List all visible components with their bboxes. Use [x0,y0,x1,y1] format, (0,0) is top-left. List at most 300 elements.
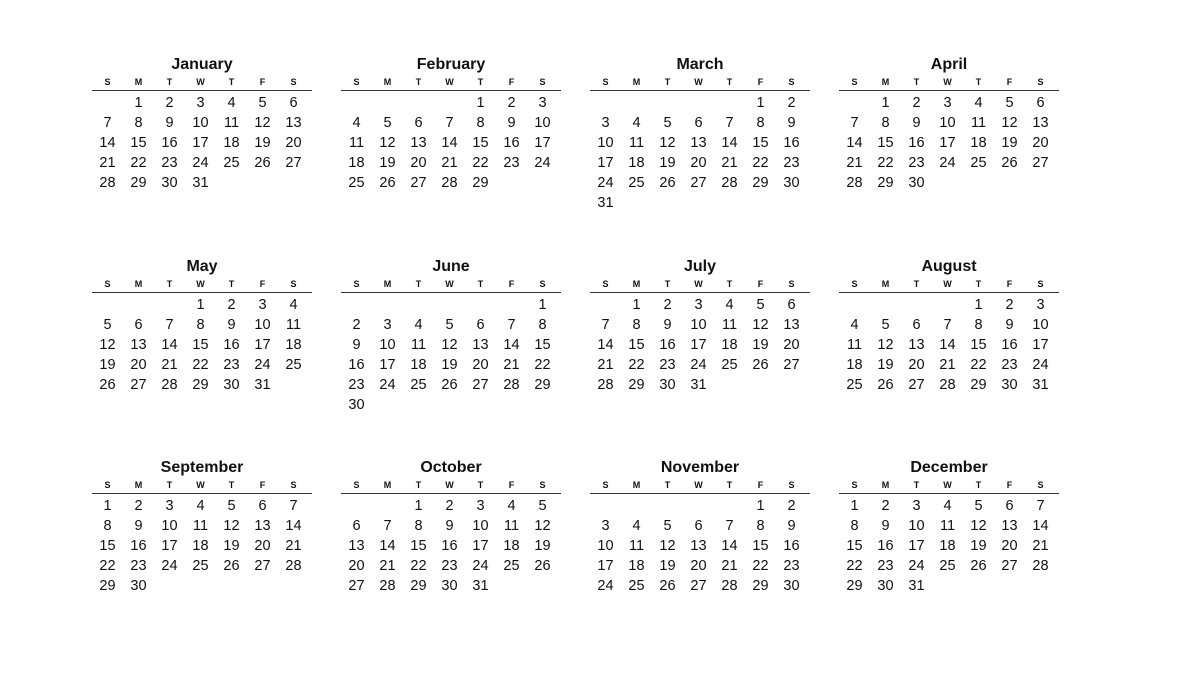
day-cell: 2 [352,317,361,333]
day-cell: 5 [383,115,392,131]
day-cell: 6 [352,518,361,534]
day-cell: 30 [908,175,925,191]
day-cell: 25 [285,357,302,373]
day-cell: 8 [632,317,641,333]
day-cell: 17 [161,538,178,554]
day-cell: 11 [503,518,520,534]
day-cell: 25 [348,175,365,191]
day-cell: 1 [476,95,485,111]
day-cell: 27 [1032,155,1049,171]
weekday-label: W [694,480,703,490]
day-cell: 15 [752,538,769,554]
day-cell: 26 [970,558,987,574]
day-cell: 29 [472,175,489,191]
weekday-label: W [196,279,205,289]
weekday-label: S [104,480,111,490]
day-cell: 28 [721,175,738,191]
day-cell: 3 [1036,297,1045,313]
day-cell: 5 [756,297,765,313]
weekday-label: T [477,279,484,289]
day-cell: 9 [663,317,672,333]
day-cell: 26 [99,377,116,393]
weekday-label: F [508,279,515,289]
day-cell: 17 [597,558,614,574]
day-cell: 16 [659,337,676,353]
day-cell: 16 [130,538,147,554]
day-cell: 8 [538,317,547,333]
day-cell: 4 [632,518,641,534]
month-title: April [930,56,968,73]
weekday-label: W [445,279,454,289]
day-cell: 3 [538,95,547,111]
day-cell: 18 [348,155,365,171]
day-cell: 17 [472,538,489,554]
day-cell: 30 [659,377,676,393]
day-cell: 26 [254,155,271,171]
day-cell: 18 [223,135,240,151]
weekday-label: S [851,279,858,289]
day-cell: 6 [258,498,267,514]
day-cell: 10 [1032,317,1049,333]
day-cell: 23 [441,558,458,574]
day-cell: 9 [787,518,796,534]
day-cell: 16 [877,538,894,554]
weekday-label: T [975,279,982,289]
day-cell: 23 [348,377,365,393]
day-cell: 30 [1001,377,1018,393]
day-cell: 28 [846,175,863,191]
weekday-header [341,278,561,293]
weekday-label: F [757,77,764,87]
day-cell: 22 [472,155,489,171]
day-cell: 18 [410,357,427,373]
weekday-header [839,278,1059,293]
day-cell: 29 [410,578,427,594]
weekday-label: T [913,480,920,490]
day-cell: 2 [165,95,174,111]
day-cell: 22 [752,155,769,171]
day-cell: 20 [690,558,707,574]
day-cell: 29 [192,377,209,393]
day-cell: 8 [756,115,765,131]
weekday-header [92,278,312,293]
day-cell: 22 [130,155,147,171]
day-cell: 21 [597,357,614,373]
day-cell: 3 [196,95,205,111]
weekday-label: T [477,480,484,490]
day-cell: 11 [939,518,956,534]
day-cell: 23 [908,155,925,171]
day-cell: 6 [1005,498,1014,514]
weekday-label: T [726,279,733,289]
day-cell: 26 [534,558,551,574]
day-cell: 30 [130,578,147,594]
day-cell: 10 [534,115,551,131]
weekday-label: S [788,480,795,490]
day-cell: 11 [628,538,645,554]
weekday-label: S [1037,77,1044,87]
month-title: February [416,56,486,73]
day-cell: 7 [850,115,859,131]
month-title: November [660,459,740,476]
day-cell: 20 [908,357,925,373]
weekday-label: T [664,279,671,289]
day-cell: 19 [659,558,676,574]
weekday-label: S [602,77,609,87]
day-cell: 28 [285,558,302,574]
day-cell: 15 [752,135,769,151]
day-cell: 14 [441,135,458,151]
weekday-label: T [415,279,422,289]
day-cell: 16 [223,337,240,353]
day-cell: 25 [503,558,520,574]
day-cell: 1 [414,498,423,514]
weekday-label: W [694,77,703,87]
weekday-label: S [104,279,111,289]
day-cell: 30 [348,397,365,413]
day-cell: 18 [846,357,863,373]
day-cell: 8 [476,115,485,131]
day-cell: 28 [597,377,614,393]
day-cell: 10 [597,538,614,554]
weekday-label: T [913,279,920,289]
day-cell: 6 [414,115,423,131]
day-cell: 24 [254,357,271,373]
day-cell: 13 [690,538,707,554]
day-cell: 7 [601,317,610,333]
day-cell: 1 [850,498,859,514]
weekday-label: T [975,480,982,490]
weekday-label: T [415,480,422,490]
day-cell: 26 [877,377,894,393]
day-cell: 9 [445,518,454,534]
day-cell: 23 [877,558,894,574]
day-cell: 23 [783,558,800,574]
day-cell: 4 [227,95,236,111]
weekday-label: T [477,77,484,87]
day-cell: 12 [877,337,894,353]
day-cell: 20 [690,155,707,171]
day-cell: 2 [663,297,672,313]
day-cell: 5 [974,498,983,514]
day-cell: 7 [103,115,112,131]
day-cell: 7 [725,518,734,534]
day-cell: 13 [410,135,427,151]
day-cell: 4 [632,115,641,131]
day-cell: 20 [783,337,800,353]
day-cell: 26 [379,175,396,191]
day-cell: 24 [161,558,178,574]
day-cell: 10 [597,135,614,151]
weekday-header [341,76,561,91]
weekday-label: F [259,279,266,289]
day-cell: 24 [1032,357,1049,373]
day-cell: 9 [352,337,361,353]
day-cell: 9 [227,317,236,333]
weekday-label: S [353,279,360,289]
day-cell: 26 [441,377,458,393]
day-cell: 30 [783,578,800,594]
day-cell: 27 [348,578,365,594]
weekday-label: T [415,77,422,87]
day-cell: 17 [192,135,209,151]
day-cell: 12 [379,135,396,151]
day-cell: 4 [507,498,516,514]
month-title: January [171,56,233,73]
weekday-label: W [943,279,952,289]
day-cell: 16 [783,538,800,554]
day-cell: 5 [258,95,267,111]
day-cell: 24 [908,558,925,574]
day-cell: 21 [379,558,396,574]
day-cell: 12 [1001,115,1018,131]
month-title: September [160,459,244,476]
day-cell: 11 [846,337,863,353]
day-cell: 8 [974,317,983,333]
day-cell: 14 [721,538,738,554]
day-cell: 18 [503,538,520,554]
weekday-label: M [881,279,890,289]
day-cell: 24 [472,558,489,574]
day-cell: 5 [227,498,236,514]
day-cell: 6 [694,518,703,534]
weekday-label: S [353,480,360,490]
day-cell: 5 [881,317,890,333]
weekday-header [590,76,810,91]
day-cell: 16 [1001,337,1018,353]
weekday-header [590,479,810,494]
day-cell: 15 [99,538,116,554]
day-cell: 22 [410,558,427,574]
day-cell: 23 [130,558,147,574]
day-cell: 25 [410,377,427,393]
day-cell: 21 [99,155,116,171]
day-cell: 12 [659,135,676,151]
day-cell: 9 [787,115,796,131]
day-cell: 10 [690,317,707,333]
day-cell: 2 [787,95,796,111]
day-cell: 6 [787,297,796,313]
day-cell: 8 [756,518,765,534]
day-cell: 23 [161,155,178,171]
day-cell: 29 [130,175,147,191]
weekday-label: M [632,77,641,87]
day-cell: 10 [161,518,178,534]
day-cell: 21 [1032,538,1049,554]
day-cell: 24 [597,578,614,594]
day-cell: 15 [970,337,987,353]
weekday-header [92,479,312,494]
day-cell: 30 [783,175,800,191]
weekday-label: F [757,480,764,490]
day-cell: 14 [379,538,396,554]
day-cell: 5 [445,317,454,333]
day-cell: 8 [881,115,890,131]
day-cell: 20 [254,538,271,554]
weekday-header [590,278,810,293]
day-cell: 7 [289,498,298,514]
day-cell: 4 [850,317,859,333]
weekday-label: T [166,279,173,289]
weekday-label: S [788,77,795,87]
day-cell: 15 [192,337,209,353]
day-cell: 25 [846,377,863,393]
day-cell: 25 [970,155,987,171]
weekday-label: T [228,279,235,289]
day-cell: 9 [912,115,921,131]
day-cell: 18 [939,538,956,554]
day-cell: 20 [285,135,302,151]
day-cell: 17 [597,155,614,171]
day-cell: 26 [752,357,769,373]
weekday-label: S [1037,480,1044,490]
day-cell: 13 [1032,115,1049,131]
day-cell: 16 [783,135,800,151]
day-cell: 20 [410,155,427,171]
day-cell: 10 [939,115,956,131]
day-cell: 10 [379,337,396,353]
day-cell: 11 [628,135,645,151]
day-cell: 13 [130,337,147,353]
weekday-label: F [757,279,764,289]
day-cell: 29 [970,377,987,393]
day-cell: 24 [690,357,707,373]
day-cell: 14 [99,135,116,151]
day-cell: 29 [628,377,645,393]
day-cell: 24 [939,155,956,171]
weekday-label: M [383,279,392,289]
day-cell: 17 [908,538,925,554]
day-cell: 22 [99,558,116,574]
day-cell: 7 [1036,498,1045,514]
day-cell: 2 [445,498,454,514]
day-cell: 15 [410,538,427,554]
day-cell: 12 [254,115,271,131]
day-cell: 19 [877,357,894,373]
day-cell: 28 [503,377,520,393]
day-cell: 8 [850,518,859,534]
day-cell: 21 [503,357,520,373]
day-cell: 3 [943,95,952,111]
day-cell: 8 [134,115,143,131]
weekday-label: S [290,480,297,490]
day-cell: 20 [472,357,489,373]
day-cell: 10 [192,115,209,131]
day-cell: 27 [472,377,489,393]
day-cell: 1 [632,297,641,313]
day-cell: 19 [659,155,676,171]
weekday-label: T [228,77,235,87]
day-cell: 13 [783,317,800,333]
day-cell: 19 [534,538,551,554]
weekday-label: T [228,480,235,490]
day-cell: 13 [690,135,707,151]
day-cell: 15 [628,337,645,353]
weekday-label: F [508,77,515,87]
day-cell: 27 [690,175,707,191]
day-cell: 29 [846,578,863,594]
day-cell: 21 [846,155,863,171]
day-cell: 23 [1001,357,1018,373]
weekday-label: T [726,480,733,490]
day-cell: 1 [196,297,205,313]
weekday-label: S [539,77,546,87]
day-cell: 3 [476,498,485,514]
day-cell: 13 [254,518,271,534]
day-cell: 2 [227,297,236,313]
day-cell: 21 [939,357,956,373]
day-cell: 7 [507,317,516,333]
day-cell: 12 [534,518,551,534]
weekday-label: F [1006,77,1013,87]
day-cell: 4 [196,498,205,514]
weekday-label: S [539,279,546,289]
day-cell: 20 [1001,538,1018,554]
day-cell: 28 [379,578,396,594]
day-cell: 15 [472,135,489,151]
day-cell: 21 [721,155,738,171]
weekday-label: W [943,77,952,87]
day-cell: 24 [534,155,551,171]
day-cell: 3 [601,115,610,131]
day-cell: 28 [939,377,956,393]
day-cell: 19 [441,357,458,373]
day-cell: 17 [379,357,396,373]
weekday-label: S [290,279,297,289]
day-cell: 10 [908,518,925,534]
day-cell: 25 [628,578,645,594]
day-cell: 28 [721,578,738,594]
day-cell: 28 [441,175,458,191]
day-cell: 29 [99,578,116,594]
day-cell: 5 [1005,95,1014,111]
day-cell: 25 [939,558,956,574]
day-cell: 5 [538,498,547,514]
day-cell: 30 [161,175,178,191]
day-cell: 29 [752,175,769,191]
day-cell: 22 [970,357,987,373]
day-cell: 18 [192,538,209,554]
month-title: October [420,459,482,476]
weekday-label: M [134,480,143,490]
day-cell: 24 [597,175,614,191]
day-cell: 30 [877,578,894,594]
day-cell: 1 [134,95,143,111]
weekday-label: F [508,480,515,490]
day-cell: 17 [690,337,707,353]
day-cell: 21 [441,155,458,171]
day-cell: 14 [285,518,302,534]
day-cell: 16 [161,135,178,151]
day-cell: 21 [721,558,738,574]
month-title: December [910,459,988,476]
day-cell: 15 [534,337,551,353]
day-cell: 15 [877,135,894,151]
day-cell: 16 [503,135,520,151]
weekday-label: F [259,480,266,490]
day-cell: 6 [1036,95,1045,111]
month-title: August [921,258,977,275]
day-cell: 30 [223,377,240,393]
weekday-label: M [632,279,641,289]
day-cell: 1 [974,297,983,313]
day-cell: 22 [628,357,645,373]
day-cell: 11 [410,337,427,353]
day-cell: 12 [99,337,116,353]
day-cell: 13 [285,115,302,131]
month-title: July [683,258,716,275]
day-cell: 28 [161,377,178,393]
